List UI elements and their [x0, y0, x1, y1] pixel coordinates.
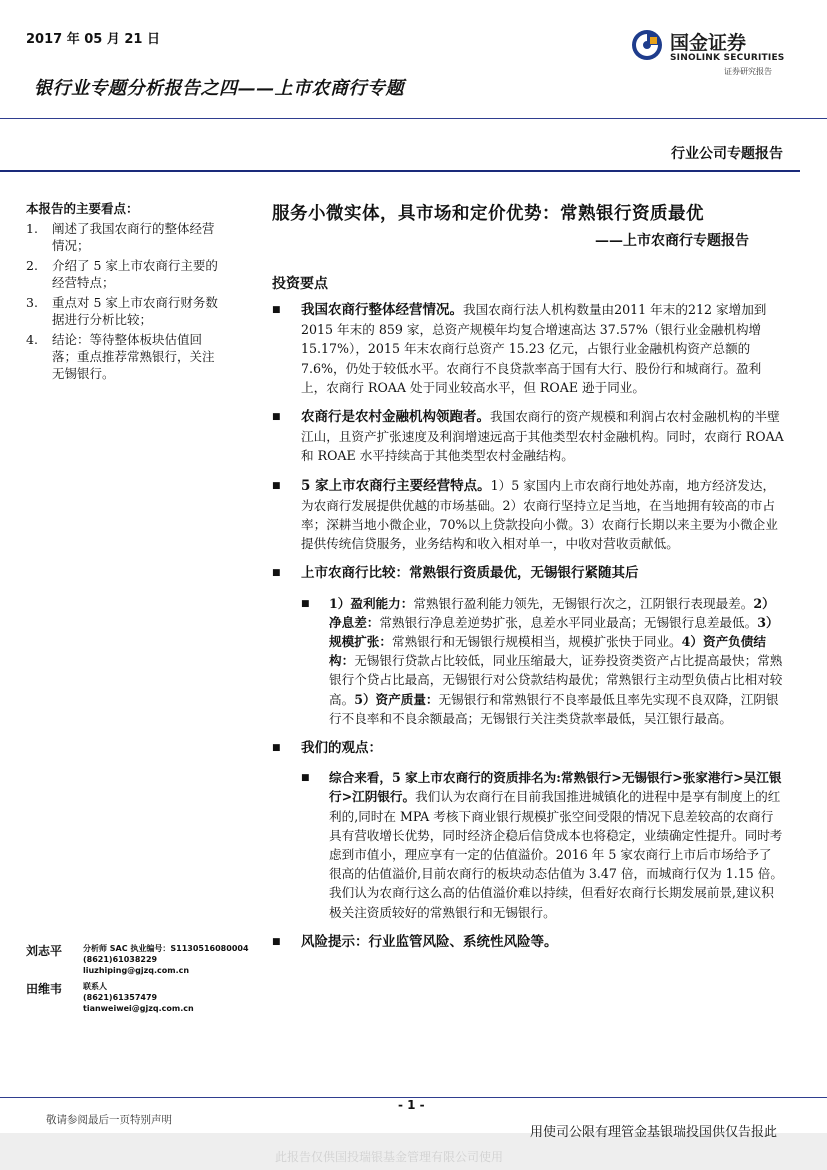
analyst-email[interactable]: tianweiwei@gjzq.com.cn: [83, 1004, 194, 1013]
logo-english-name: SINOLINK SECURITIES: [670, 53, 785, 63]
analyst-name: 刘志平: [26, 944, 63, 958]
company-logo: [630, 26, 800, 82]
analyst-phone: (8621)61038229: [83, 955, 158, 964]
disclaimer-note: 敬请参阅最后一页特别声明: [46, 1114, 172, 1126]
sub-point-item: ■ 1）盈利能力：常熟银行盈利能力领先，无锡银行次之，江阴银行表现最差。2）净息差：常熟银行净息差逆势扩张，息差水平同业最高；无锡银行息差最低。3）规模扩张：常熟银行和无锡银行规模相当，规模扩张快于同业。4）资产负债结构：无锡银行贷款占比较低，同业压缩最大，证券投资类资产占比提高最快；常熟银行个贷占比最高，无锡银行对公贷款结构最优；常熟银行主动型负债占比相对较高。5）资产质量：无锡银行和常熟银行不良率最低且率先实现不良双降，江阴银行不良率和不良余额最高；无锡银行关注类贷款率最低，吴江银行最高。: [301, 595, 783, 726]
bullet-icon: ■: [301, 773, 310, 784]
report-subtitle: ——上市农商行专题报告: [595, 233, 749, 249]
page-number: - 1 -: [398, 1098, 425, 1112]
usage-notice: 用使司公限有理管金基银瑞投国供仅告报此: [529, 1125, 777, 1140]
series-title: 银行业专题分析报告之四——上市农商行专题: [34, 78, 404, 99]
analyst-license: 分析师 SAC 执业编号：S1130516080004: [83, 944, 249, 953]
point-item: ■ 我国农商行整体经营情况。我国农商行法人机构数量由2011 年末的212 家增加到 2015 年末的 859 家，总资产规模年均复合增速高达 37.57%（银行业金融机构增 15.17%），2015 年末农商行总资产 15.23 亿元，占银行业金融机构资产总额的 7.6%，仍处于较低水平。农商行不良贷款率高于国有大行、股份行和城商行。盈利上，农商行 ROAA 处于同业较高水平，但 ROAE 逊于同业。: [272, 302, 767, 395]
analyst-name: 田维韦: [26, 982, 63, 996]
point-item: ■ 风险提示：行业监管风险、系统性风险等。: [272, 932, 784, 952]
bullet-icon: ■: [301, 598, 310, 609]
analyst-2: [26, 980, 266, 1013]
logo-chinese-name: 国金证券: [670, 32, 747, 54]
key-point: 3. 重点对 5 家上市农商行财务数据进行分析比较；: [26, 295, 218, 327]
analyst-phone: (8621)61357479: [83, 993, 158, 1002]
report-date: 2017 年 05 月 21 日: [26, 32, 160, 47]
report-title: 服务小微实体，具市场和定价优势：常熟银行资质最优: [272, 204, 704, 224]
analyst-email[interactable]: liuzhiping@gjzq.com.cn: [83, 966, 190, 975]
key-point: 2. 介绍了 5 家上市农商行主要的经营特点；: [26, 258, 218, 290]
logo-subtitle: 证券研究报告: [724, 67, 772, 76]
analyst-1: [26, 942, 266, 975]
point-item: ■ 5 家上市农商行主要经营特点。1）5 家国内上市农商行地处苏南，地方经济发达，为农商行发展提供优越的市场基础。2）农商行坚持立足当地，在当地拥有较高的市占率；深耕当地小微企业，70%以上贷款投向小微。3）农商行长期以来主要为小微企业提供传统信贷服务，业务结构和收入相对单一，中收对营收贡献低。: [272, 477, 778, 552]
bullet-icon: ■: [272, 743, 281, 754]
bullet-icon: ■: [272, 305, 281, 315]
key-points-sidebar: [26, 200, 226, 385]
bullet-icon: ■: [272, 412, 281, 423]
contact-role: 联系人: [83, 982, 107, 991]
point-item: ■ 农商行是农村金融机构领跑者。我国农商行的资产规模和利润占农村金融机构的半壁江山，且资产扩张速度及利润增速远高于其他类型农村金融机构。同时，农商行 ROAA 和 ROAE 水平持续高于其他类型农村金融结构。: [272, 409, 784, 464]
watermark-text: 此报告仅供国投瑞银基金管理有限公司使用: [275, 1150, 504, 1164]
key-point: 4. 结论：等待整体板块估值回落；重点推荐常熟银行，关注无锡银行。: [26, 332, 215, 381]
investment-points: [272, 300, 784, 962]
point-item: ■ 上市农商行比较：常熟银行资质最优，无锡银行紧随其后: [272, 563, 784, 583]
point-item: ■ 我们的观点：: [272, 738, 784, 758]
sinolink-logo-icon: [630, 28, 664, 62]
bullet-icon: ■: [272, 568, 281, 579]
section-heading: 投资要点: [272, 276, 328, 292]
report-type: 行业公司专题报告: [671, 146, 783, 162]
bullet-icon: ■: [272, 480, 281, 491]
key-points-heading: 本报告的主要看点：: [26, 201, 139, 216]
header-divider: [0, 118, 827, 119]
header-divider-bold: [0, 170, 800, 172]
key-point: 1. 阐述了我国农商行的整体经营情况；: [26, 221, 215, 253]
sub-point-item: ■ 综合来看，5 家上市农商行的资质排名为:常熟银行>无锡银行>张家港行>吴江银行>江阴银行。我们认为农商行在目前我国推进城镇化的进程中是享有制度上的红利的,同时在 MPA 考核下商业银行规模扩张空间受限的情况下息差较高的农商行具有营收增长优势，同时经济企稳后信贷成本也将稳定，业绩确定性提升。同时考虑到市值小，理应享有一定的估值溢价。2016 年 5 家农商行上市后市场给予了很高的估值溢价,目前农商行的板块动态估值为 3.47 倍，而城商行仅为 1.15 倍。我们认为农商行这么高的估值溢价难以持续，但看好农商行长期发展前景,建议积极关注资质较好的常熟银行和无锡银行。: [301, 770, 783, 920]
bullet-icon: ■: [272, 936, 281, 947]
